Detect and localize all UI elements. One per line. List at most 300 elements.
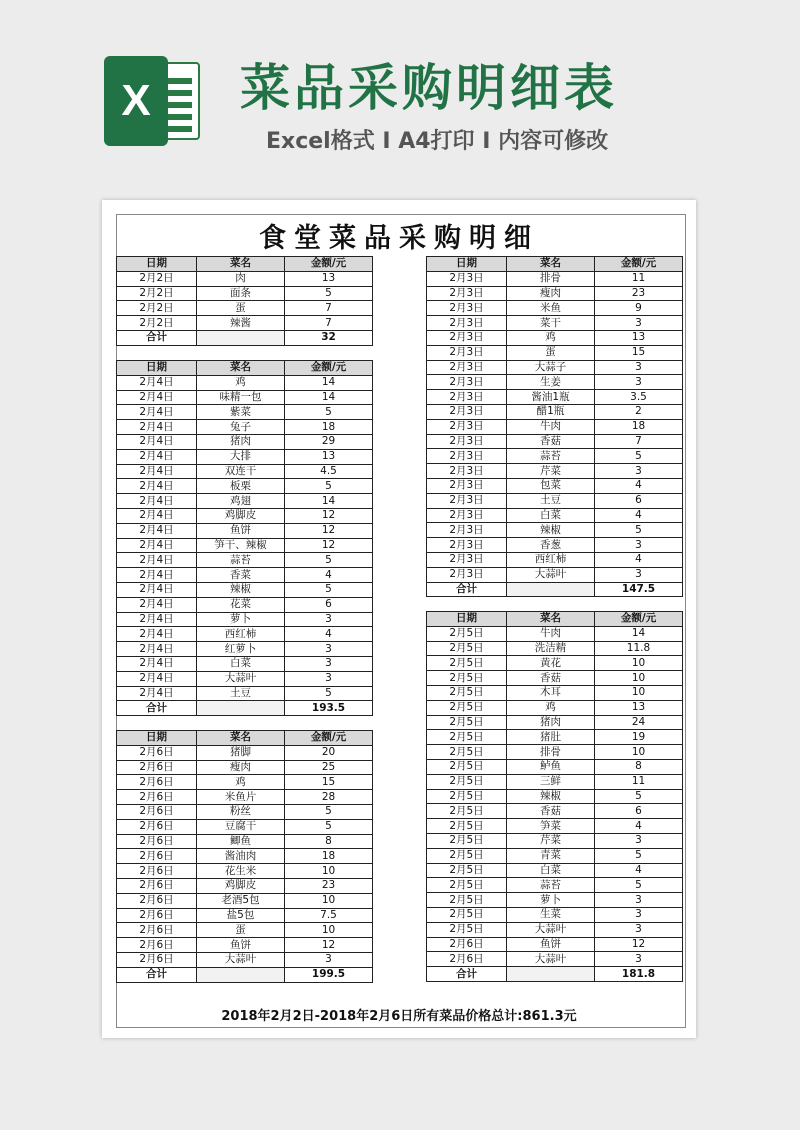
- item-cell: 白菜: [507, 863, 595, 878]
- item-cell: 芹菜: [507, 833, 595, 848]
- date-cell: 2月4日: [117, 494, 197, 509]
- date-cell: 2月6日: [117, 908, 197, 923]
- table-row: [117, 582, 373, 597]
- column-header-amount: 金额/元: [595, 257, 683, 272]
- table-row: [427, 493, 683, 508]
- date-cell: 2月5日: [427, 641, 507, 656]
- item-cell: 花生米: [197, 864, 285, 879]
- table-row: [117, 864, 373, 879]
- table-row: [117, 464, 373, 479]
- date-cell: 2月5日: [427, 848, 507, 863]
- date-cell: 2月5日: [427, 819, 507, 834]
- date-cell: 2月4日: [117, 642, 197, 657]
- table-row: [427, 375, 683, 390]
- table-row: [427, 641, 683, 656]
- table-row: [117, 434, 373, 449]
- amount-cell: 6: [595, 804, 683, 819]
- column-header-amount: 金额/元: [285, 257, 373, 272]
- item-cell: 西红柿: [197, 627, 285, 642]
- item-cell: 包菜: [507, 478, 595, 493]
- column-header-item: 菜名: [197, 731, 285, 746]
- item-cell: 笋菜: [507, 819, 595, 834]
- table-row: [117, 745, 373, 760]
- table-row: [117, 390, 373, 405]
- amount-cell: 8: [595, 759, 683, 774]
- column-header-item: 菜名: [197, 257, 285, 272]
- table-row: [117, 804, 373, 819]
- sheet-title: 食堂菜品采购明细: [259, 223, 539, 254]
- item-cell: 生菜: [507, 907, 595, 922]
- date-cell: 2月6日: [117, 790, 197, 805]
- total-label: 合计: [427, 967, 507, 982]
- amount-cell: 3: [285, 612, 373, 627]
- item-cell: 大蒜叶: [507, 922, 595, 937]
- table-row: [117, 479, 373, 494]
- item-cell: 味精一包: [197, 390, 285, 405]
- purchase-table-feb5: [426, 611, 683, 982]
- item-cell: 大蒜子: [507, 360, 595, 375]
- item-cell: 蒜苔: [197, 553, 285, 568]
- amount-cell: 5: [285, 479, 373, 494]
- grand-total-text: 2018年2月2日-2018年2月6日所有菜品价格总计:861.3元: [221, 1009, 577, 1024]
- item-cell: 猪肉: [197, 434, 285, 449]
- date-cell: 2月5日: [427, 804, 507, 819]
- amount-cell: 3: [595, 952, 683, 967]
- date-cell: 2月6日: [117, 923, 197, 938]
- item-cell: 笋干、辣椒: [197, 538, 285, 553]
- date-cell: 2月6日: [117, 819, 197, 834]
- table-row: [117, 849, 373, 864]
- table-row: [117, 375, 373, 390]
- date-cell: 2月4日: [117, 671, 197, 686]
- date-cell: 2月6日: [427, 952, 507, 967]
- table-row: [427, 774, 683, 789]
- table-row: [427, 449, 683, 464]
- table-row: [117, 538, 373, 553]
- amount-cell: 5: [285, 553, 373, 568]
- table-row: [117, 449, 373, 464]
- amount-cell: 12: [285, 938, 373, 953]
- table-row: [427, 523, 683, 538]
- item-cell: 辣椒: [507, 789, 595, 804]
- item-cell: 白菜: [197, 656, 285, 671]
- total-label: 合计: [117, 967, 197, 982]
- item-cell: 豆腐干: [197, 819, 285, 834]
- column-header-date: 日期: [427, 257, 507, 272]
- table-row: [427, 286, 683, 301]
- amount-cell: 4: [595, 552, 683, 567]
- date-cell: 2月5日: [427, 774, 507, 789]
- amount-cell: 4.5: [285, 464, 373, 479]
- item-cell: 酱油肉: [197, 849, 285, 864]
- amount-cell: 15: [595, 345, 683, 360]
- table-header: [117, 731, 373, 746]
- amount-cell: 5: [285, 405, 373, 420]
- item-cell: 猪脚: [197, 745, 285, 760]
- item-cell: 鲈鱼: [507, 759, 595, 774]
- item-cell: 蛋: [197, 923, 285, 938]
- date-cell: 2月2日: [117, 316, 197, 331]
- table-row: [427, 700, 683, 715]
- amount-cell: 2: [595, 404, 683, 419]
- date-cell: 2月6日: [427, 937, 507, 952]
- table-row: [427, 819, 683, 834]
- table-row: [427, 330, 683, 345]
- date-cell: 2月2日: [117, 271, 197, 286]
- table-total-row: [427, 967, 683, 982]
- table-row: [117, 612, 373, 627]
- table-row: [117, 271, 373, 286]
- table-row: [117, 775, 373, 790]
- table-row: [427, 464, 683, 479]
- table-row: [427, 360, 683, 375]
- purchase-table-feb3: [426, 256, 683, 597]
- purchase-table-feb4: [116, 360, 373, 716]
- date-cell: 2月6日: [117, 938, 197, 953]
- date-cell: 2月3日: [427, 419, 507, 434]
- page-title: 菜品采购明细表: [240, 59, 618, 117]
- table-row: [427, 656, 683, 671]
- table-row: [427, 937, 683, 952]
- amount-cell: 5: [285, 804, 373, 819]
- date-cell: 2月4日: [117, 464, 197, 479]
- date-cell: 2月5日: [427, 715, 507, 730]
- column-header-date: 日期: [117, 257, 197, 272]
- date-cell: 2月3日: [427, 345, 507, 360]
- table-row: [117, 893, 373, 908]
- amount-cell: 11: [595, 271, 683, 286]
- amount-cell: 3: [595, 316, 683, 331]
- table-row: [117, 420, 373, 435]
- item-cell: 辣椒: [197, 582, 285, 597]
- amount-cell: 3: [285, 656, 373, 671]
- item-cell: 鸡脚皮: [197, 508, 285, 523]
- date-cell: 2月4日: [117, 479, 197, 494]
- date-cell: 2月5日: [427, 863, 507, 878]
- item-cell: 土豆: [197, 686, 285, 701]
- total-value: 193.5: [285, 701, 373, 716]
- amount-cell: 18: [595, 419, 683, 434]
- item-cell: 肉: [197, 271, 285, 286]
- table-row: [427, 478, 683, 493]
- date-cell: 2月3日: [427, 508, 507, 523]
- total-value: 199.5: [285, 967, 373, 982]
- item-cell: 酱油1瓶: [507, 390, 595, 405]
- date-cell: 2月5日: [427, 922, 507, 937]
- table-row: [117, 316, 373, 331]
- date-cell: 2月4日: [117, 390, 197, 405]
- date-cell: 2月4日: [117, 553, 197, 568]
- amount-cell: 5: [285, 686, 373, 701]
- amount-cell: 13: [595, 330, 683, 345]
- table-row: [427, 833, 683, 848]
- amount-cell: 10: [595, 656, 683, 671]
- item-cell: 鲫鱼: [197, 834, 285, 849]
- date-cell: 2月5日: [427, 789, 507, 804]
- item-cell: 鱼饼: [197, 938, 285, 953]
- table-row: [117, 938, 373, 953]
- amount-cell: 28: [285, 790, 373, 805]
- date-cell: 2月3日: [427, 464, 507, 479]
- item-cell: 蛋: [197, 301, 285, 316]
- table-row: [427, 404, 683, 419]
- amount-cell: 3: [285, 952, 373, 967]
- total-spacer: [507, 967, 595, 982]
- amount-cell: 6: [595, 493, 683, 508]
- item-cell: 米鱼片: [197, 790, 285, 805]
- date-cell: 2月4日: [117, 420, 197, 435]
- amount-cell: 6: [285, 597, 373, 612]
- table-row: [427, 907, 683, 922]
- table-header: [117, 361, 373, 376]
- column-header-item: 菜名: [507, 257, 595, 272]
- table-row: [117, 568, 373, 583]
- total-label: 合计: [117, 330, 197, 345]
- table-row: [117, 494, 373, 509]
- item-cell: 大蒜叶: [507, 952, 595, 967]
- amount-cell: 10: [595, 671, 683, 686]
- item-cell: 猪肉: [507, 715, 595, 730]
- column-header-amount: 金额/元: [285, 361, 373, 376]
- item-cell: 鸡: [507, 700, 595, 715]
- amount-cell: 3: [595, 464, 683, 479]
- table-row: [117, 597, 373, 612]
- date-cell: 2月6日: [117, 864, 197, 879]
- date-cell: 2月5日: [427, 759, 507, 774]
- amount-cell: 9: [595, 301, 683, 316]
- table-row: [117, 878, 373, 893]
- item-cell: 蛋: [507, 345, 595, 360]
- date-cell: 2月6日: [117, 745, 197, 760]
- table-total-row: [427, 582, 683, 597]
- column-header-date: 日期: [117, 361, 197, 376]
- table-row: [427, 893, 683, 908]
- page-subtitle: Excel格式 Ⅰ A4打印 Ⅰ 内容可修改: [266, 129, 609, 154]
- date-cell: 2月4日: [117, 405, 197, 420]
- table-row: [117, 908, 373, 923]
- amount-cell: 23: [595, 286, 683, 301]
- date-cell: 2月5日: [427, 685, 507, 700]
- date-cell: 2月4日: [117, 449, 197, 464]
- table-row: [427, 848, 683, 863]
- total-label: 合计: [427, 582, 507, 597]
- date-cell: 2月5日: [427, 833, 507, 848]
- item-cell: 萝卜: [197, 612, 285, 627]
- table-row: [117, 405, 373, 420]
- date-cell: 2月5日: [427, 745, 507, 760]
- table-row: [117, 523, 373, 538]
- item-cell: 老酒5包: [197, 893, 285, 908]
- table-row: [427, 301, 683, 316]
- date-cell: 2月3日: [427, 301, 507, 316]
- item-cell: 黄花: [507, 656, 595, 671]
- table-total-row: [117, 330, 373, 345]
- amount-cell: 23: [285, 878, 373, 893]
- item-cell: 面条: [197, 286, 285, 301]
- item-cell: 香菇: [507, 434, 595, 449]
- item-cell: 蒜苔: [507, 449, 595, 464]
- table-row: [427, 567, 683, 582]
- amount-cell: 3.5: [595, 390, 683, 405]
- amount-cell: 5: [595, 878, 683, 893]
- amount-cell: 3: [285, 642, 373, 657]
- item-cell: 瘦肉: [507, 286, 595, 301]
- purchase-table-feb2: [116, 256, 373, 346]
- table-row: [117, 627, 373, 642]
- amount-cell: 5: [595, 848, 683, 863]
- date-cell: 2月2日: [117, 301, 197, 316]
- item-cell: 三鲜: [507, 774, 595, 789]
- amount-cell: 15: [285, 775, 373, 790]
- amount-cell: 11.8: [595, 641, 683, 656]
- amount-cell: 10: [285, 923, 373, 938]
- date-cell: 2月3日: [427, 286, 507, 301]
- amount-cell: 5: [595, 523, 683, 538]
- date-cell: 2月4日: [117, 612, 197, 627]
- table-row: [427, 419, 683, 434]
- total-spacer: [197, 967, 285, 982]
- table-row: [117, 686, 373, 701]
- total-spacer: [197, 330, 285, 345]
- table-row: [427, 745, 683, 760]
- table-row: [117, 301, 373, 316]
- table-row: [117, 834, 373, 849]
- date-cell: 2月3日: [427, 316, 507, 331]
- total-value: 181.8: [595, 967, 683, 982]
- amount-cell: 3: [595, 375, 683, 390]
- item-cell: 香菇: [507, 804, 595, 819]
- date-cell: 2月4日: [117, 568, 197, 583]
- amount-cell: 5: [285, 582, 373, 597]
- item-cell: 板栗: [197, 479, 285, 494]
- date-cell: 2月6日: [117, 952, 197, 967]
- item-cell: 木耳: [507, 685, 595, 700]
- amount-cell: 5: [285, 286, 373, 301]
- table-row: [427, 390, 683, 405]
- item-cell: 排骨: [507, 271, 595, 286]
- date-cell: 2月6日: [117, 760, 197, 775]
- amount-cell: 13: [285, 271, 373, 286]
- amount-cell: 3: [595, 833, 683, 848]
- amount-cell: 3: [595, 360, 683, 375]
- item-cell: 芹菜: [507, 464, 595, 479]
- date-cell: 2月3日: [427, 449, 507, 464]
- amount-cell: 24: [595, 715, 683, 730]
- item-cell: 菜干: [507, 316, 595, 331]
- date-cell: 2月3日: [427, 271, 507, 286]
- item-cell: 大排: [197, 449, 285, 464]
- item-cell: 红萝卜: [197, 642, 285, 657]
- item-cell: 大蒜叶: [197, 952, 285, 967]
- amount-cell: 4: [595, 478, 683, 493]
- column-header-date: 日期: [117, 731, 197, 746]
- amount-cell: 10: [285, 864, 373, 879]
- date-cell: 2月4日: [117, 434, 197, 449]
- table-row: [117, 952, 373, 967]
- item-cell: 白菜: [507, 508, 595, 523]
- item-cell: 大蒜叶: [507, 567, 595, 582]
- amount-cell: 3: [595, 538, 683, 553]
- date-cell: 2月6日: [117, 893, 197, 908]
- item-cell: 排骨: [507, 745, 595, 760]
- amount-cell: 4: [595, 819, 683, 834]
- table-row: [427, 759, 683, 774]
- amount-cell: 14: [595, 626, 683, 641]
- date-cell: 2月4日: [117, 523, 197, 538]
- item-cell: 鸡脚皮: [197, 878, 285, 893]
- logo-letter: X: [104, 56, 168, 146]
- amount-cell: 10: [595, 745, 683, 760]
- item-cell: 辣酱: [197, 316, 285, 331]
- item-cell: 牛肉: [507, 626, 595, 641]
- amount-cell: 3: [595, 567, 683, 582]
- item-cell: 西红柿: [507, 552, 595, 567]
- table-row: [427, 715, 683, 730]
- date-cell: 2月4日: [117, 686, 197, 701]
- item-cell: 蒜苔: [507, 878, 595, 893]
- amount-cell: 5: [595, 789, 683, 804]
- amount-cell: 19: [595, 730, 683, 745]
- date-cell: 2月3日: [427, 375, 507, 390]
- amount-cell: 12: [285, 538, 373, 553]
- item-cell: 辣椒: [507, 523, 595, 538]
- item-cell: 醋1瓶: [507, 404, 595, 419]
- item-cell: 鸡翅: [197, 494, 285, 509]
- total-label: 合计: [117, 701, 197, 716]
- amount-cell: 13: [285, 449, 373, 464]
- amount-cell: 20: [285, 745, 373, 760]
- date-cell: 2月4日: [117, 375, 197, 390]
- amount-cell: 12: [285, 523, 373, 538]
- date-cell: 2月6日: [117, 849, 197, 864]
- date-cell: 2月5日: [427, 656, 507, 671]
- item-cell: 猪肚: [507, 730, 595, 745]
- table-row: [117, 923, 373, 938]
- table-row: [117, 508, 373, 523]
- date-cell: 2月4日: [117, 582, 197, 597]
- item-cell: 双连干: [197, 464, 285, 479]
- table-total-row: [117, 701, 373, 716]
- amount-cell: 7: [595, 434, 683, 449]
- date-cell: 2月3日: [427, 567, 507, 582]
- item-cell: 鸡: [197, 375, 285, 390]
- table-row: [427, 922, 683, 937]
- amount-cell: 12: [285, 508, 373, 523]
- amount-cell: 4: [285, 568, 373, 583]
- column-header-amount: 金额/元: [285, 731, 373, 746]
- amount-cell: 3: [595, 907, 683, 922]
- table-row: [117, 286, 373, 301]
- amount-cell: 7.5: [285, 908, 373, 923]
- amount-cell: 4: [595, 508, 683, 523]
- amount-cell: 3: [285, 671, 373, 686]
- item-cell: 洗洁精: [507, 641, 595, 656]
- table-row: [427, 685, 683, 700]
- date-cell: 2月3日: [427, 390, 507, 405]
- date-cell: 2月6日: [117, 834, 197, 849]
- date-cell: 2月3日: [427, 493, 507, 508]
- date-cell: 2月5日: [427, 730, 507, 745]
- date-cell: 2月4日: [117, 538, 197, 553]
- amount-cell: 3: [595, 893, 683, 908]
- item-cell: 紫菜: [197, 405, 285, 420]
- date-cell: 2月5日: [427, 878, 507, 893]
- amount-cell: 7: [285, 301, 373, 316]
- table-row: [117, 642, 373, 657]
- table-row: [427, 552, 683, 567]
- table-header: [427, 612, 683, 627]
- item-cell: 萝卜: [507, 893, 595, 908]
